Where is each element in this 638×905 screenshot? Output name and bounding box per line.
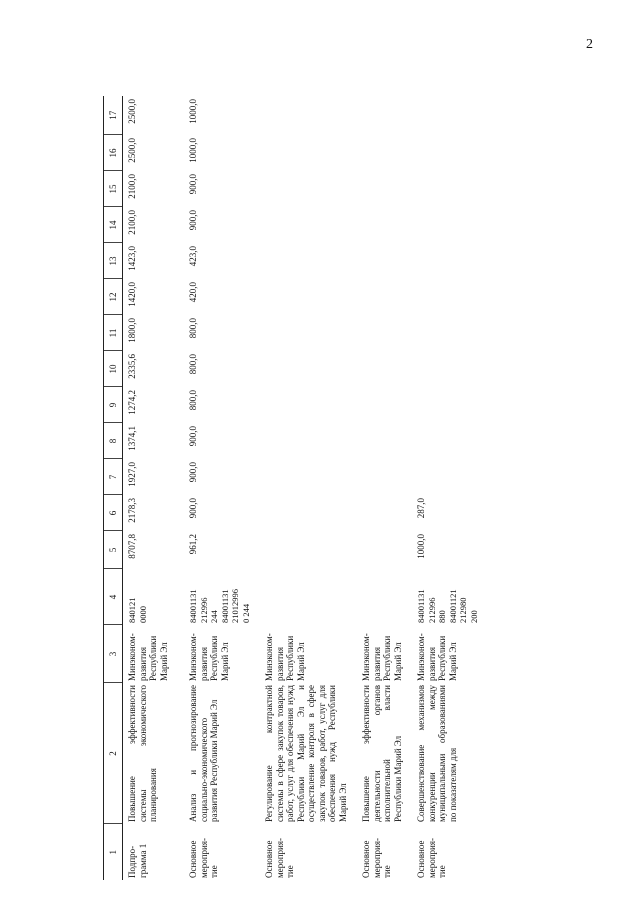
year-value-cell-11: [252, 315, 349, 351]
measure-name-cell: Анализ и прогнозирование социально-экономического развития Республики Марий Эл: [188, 685, 219, 822]
year-value-cell-11: 1800,0: [127, 318, 137, 343]
executor-cell: Минэконом- развития Республики Марий Эл: [416, 633, 458, 681]
year-value-cell-8: [252, 423, 349, 459]
row-type-cell: Основное мероприя- тие: [361, 838, 392, 878]
year-value-cell-5: [252, 531, 349, 569]
year-value-cell-17: [252, 96, 349, 135]
column-header-4: 4: [104, 569, 123, 625]
column-header-3: 3: [104, 625, 123, 683]
year-value-cell-9: 800,0: [188, 390, 198, 411]
year-value-cell-9: [349, 387, 404, 423]
year-value-cell-14: 2100,0: [127, 210, 137, 235]
column-header-1: 1: [104, 824, 123, 880]
year-value-cell-16: [252, 135, 349, 171]
column-header-2: 2: [104, 683, 123, 824]
column-header-16: 16: [104, 135, 123, 171]
year-value-cell-10: 800,0: [188, 354, 198, 375]
year-value-cell-10: [252, 351, 349, 387]
year-value-cell-5: [349, 531, 404, 569]
executor-cell: Минэконом- развития Республики Марий Эл: [188, 633, 230, 681]
table-row: [170, 96, 252, 880]
year-value-cell-12: [349, 279, 404, 315]
executor-cell: Минэконом- развития Республики Марий Эл: [127, 633, 169, 681]
year-value-cell-13: 423,0: [188, 246, 198, 267]
row-type-cell: Подпро- грамма 1: [127, 843, 148, 878]
column-header-11: 11: [104, 315, 123, 351]
year-value-cell-5: 8707,8: [127, 534, 137, 559]
year-value-cell-5: 961,2: [188, 534, 198, 555]
year-value-cell-8: [349, 423, 404, 459]
year-value-cell-16: 2500,0: [127, 138, 137, 163]
column-header-6: 6: [104, 495, 123, 531]
year-value-cell-7: [349, 459, 404, 495]
column-header-14: 14: [104, 207, 123, 243]
year-value-cell-6: 900,0: [188, 498, 198, 519]
column-header-10: 10: [104, 351, 123, 387]
year-value-cell-12: 1420,0: [127, 282, 137, 307]
year-value-cell-7: [252, 459, 349, 495]
measure-name-cell: Повышение эффективности деятельности органов исполнительной власти Республики Марий Эл: [361, 685, 403, 822]
budget-code-cell: [349, 569, 404, 625]
year-value-cell-7: [404, 459, 480, 495]
measure-name-cell: Регулирование контрактной системы в сфере закупок товаров, работ, услуг для обеспечения нужд Республики Марий Эл и осуществление контроля в сфере закупок товаров, работ, услуг для обеспечения нужд Республики Марий Эл: [264, 685, 348, 822]
year-value-cell-13: [252, 243, 349, 279]
year-value-cell-17: 1000,0: [188, 99, 198, 124]
row-type-cell: Основное мероприя- тие: [416, 838, 447, 878]
table-body: [123, 96, 481, 880]
year-value-cell-8: 900,0: [188, 426, 198, 447]
budget-code-cell: 84001131 212996 244 84001131 21012996 0 244: [188, 589, 251, 623]
year-value-cell-9: [252, 387, 349, 423]
column-header-12: 12: [104, 279, 123, 315]
year-value-cell-10: 2335,6: [127, 354, 137, 379]
year-value-cell-9: [404, 387, 480, 423]
budget-code-cell: 840121 0000: [127, 597, 148, 623]
column-header-5: 5: [104, 531, 123, 569]
table-row: [404, 96, 480, 880]
year-value-cell-15: [252, 171, 349, 207]
table-row: [123, 96, 171, 880]
year-value-cell-17: 2500,0: [127, 99, 137, 124]
rotated-table-area: [103, 100, 553, 880]
year-value-cell-9: 1274,2: [127, 390, 137, 415]
year-value-cell-14: 900,0: [188, 210, 198, 231]
table-row: [252, 96, 349, 880]
column-header-8: 8: [104, 423, 123, 459]
year-value-cell-13: 1423,0: [127, 246, 137, 271]
budget-table: [103, 96, 480, 880]
year-value-cell-14: [349, 207, 404, 243]
column-header-13: 13: [104, 243, 123, 279]
column-header-15: 15: [104, 171, 123, 207]
year-value-cell-16: [349, 135, 404, 171]
year-value-cell-15: 900,0: [188, 174, 198, 195]
year-value-cell-7: 1927,0: [127, 462, 137, 487]
budget-code-cell: 84001131 212996 880 84001121 212980 200: [416, 589, 479, 623]
header-row: [104, 96, 123, 880]
year-value-cell-11: 800,0: [188, 318, 198, 339]
measure-name-cell: Совершенствование механизмов конкуренции между муниципальными образованиями по показателям для: [416, 685, 458, 822]
year-value-cell-12: 420,0: [188, 282, 198, 303]
budget-code-cell: [252, 569, 349, 625]
year-value-cell-7: 900,0: [188, 462, 198, 483]
year-value-cell-8: [404, 423, 480, 459]
year-value-cell-10: [404, 351, 480, 387]
year-value-cell-17: [404, 96, 480, 135]
year-value-cell-12: [252, 279, 349, 315]
row-type-cell: Основное мероприя- тие: [188, 838, 219, 878]
year-value-cell-11: [404, 315, 480, 351]
year-value-cell-14: [404, 207, 480, 243]
year-value-cell-16: [404, 135, 480, 171]
year-value-cell-11: [349, 315, 404, 351]
year-value-cell-6: [349, 495, 404, 531]
row-type-cell: Основное мероприя- тие: [264, 838, 295, 878]
year-value-cell-6: 287,0: [416, 498, 426, 519]
year-value-cell-8: 1374,1: [127, 426, 137, 451]
year-value-cell-13: [349, 243, 404, 279]
table-row: [349, 96, 404, 880]
year-value-cell-17: [349, 96, 404, 135]
page-number: 2: [586, 37, 593, 52]
year-value-cell-13: [404, 243, 480, 279]
column-header-17: 17: [104, 96, 123, 135]
column-header-7: 7: [104, 459, 123, 495]
column-header-9: 9: [104, 387, 123, 423]
executor-cell: Минэконом- развития Республики Марий Эл: [361, 633, 403, 681]
year-value-cell-6: 2178,3: [127, 498, 137, 523]
year-value-cell-10: [349, 351, 404, 387]
year-value-cell-6: [252, 495, 349, 531]
year-value-cell-5: 1000,0: [416, 534, 426, 559]
year-value-cell-15: 2100,0: [127, 174, 137, 199]
year-value-cell-15: [349, 171, 404, 207]
year-value-cell-15: [404, 171, 480, 207]
year-value-cell-16: 1000,0: [188, 138, 198, 163]
year-value-cell-12: [404, 279, 480, 315]
year-value-cell-14: [252, 207, 349, 243]
measure-name-cell: Повышение эффективности системы экономического планирования: [127, 685, 158, 822]
executor-cell: Минэконом- развития Республики Марий Эл: [264, 633, 306, 681]
